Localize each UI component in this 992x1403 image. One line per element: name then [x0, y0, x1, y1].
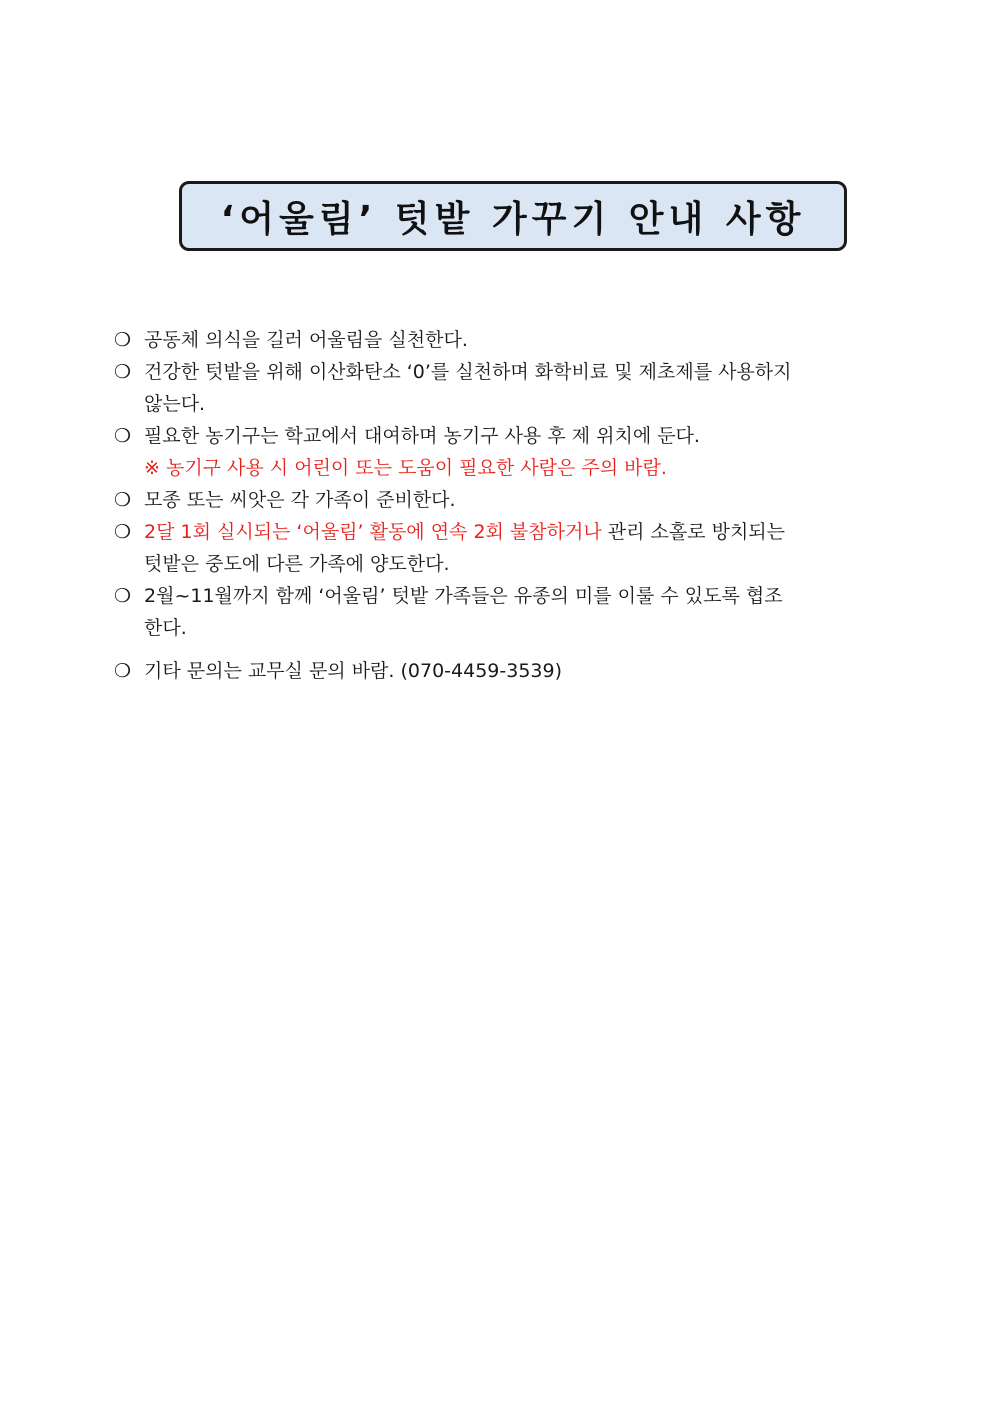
list-item — [114, 655, 864, 687]
circle-bullet-icon: ❍ — [114, 425, 132, 447]
item-text: 2월~11월까지 함께 ‘어울림’ 텃밭 가족들은 유종의 미를 이룰 수 있도록 협조 — [144, 585, 783, 607]
item-text-continued: 않는다. — [144, 393, 206, 415]
page-title: ‘어울림’ 텃밭 가꾸기 안내 사항 — [220, 198, 806, 240]
list-item — [114, 420, 864, 484]
list-item — [114, 324, 864, 356]
item-text: 공동체 의식을 길러 어울림을 실천한다. — [144, 329, 468, 351]
list-item — [114, 516, 864, 580]
caution-note: ※ 농기구 사용 시 어린이 또는 도움이 필요한 사람은 주의 바람. — [144, 457, 667, 479]
circle-bullet-icon: ❍ — [114, 660, 132, 682]
item-text-rest: 관리 소홀로 방치되는 — [601, 521, 786, 543]
item-text-contact: 기타 문의는 교무실 문의 바람. (070-4459-3539) — [144, 660, 562, 682]
item-text: 필요한 농기구는 학교에서 대여하며 농기구 사용 후 제 위치에 둔다. — [144, 425, 700, 447]
item-text-highlight: 2달 1회 실시되는 ‘어울림’ 활동에 연속 2회 불참하거나 — [144, 521, 602, 543]
notice-list — [114, 324, 864, 687]
circle-bullet-icon: ❍ — [114, 521, 132, 543]
list-item — [114, 484, 864, 516]
item-text — [144, 516, 864, 548]
circle-bullet-icon: ❍ — [114, 361, 132, 383]
item-text-continued: 한다. — [144, 617, 187, 639]
list-item — [114, 580, 864, 644]
item-text: 모종 또는 씨앗은 각 가족이 준비한다. — [144, 489, 456, 511]
item-text: 건강한 텃밭을 위해 이산화탄소 ‘0’를 실천하며 화학비료 및 제초제를 사용하지 — [144, 361, 792, 383]
item-text-continued: 텃밭은 중도에 다른 가족에 양도한다. — [144, 553, 450, 575]
circle-bullet-icon: ❍ — [114, 329, 132, 351]
list-item — [114, 356, 864, 420]
circle-bullet-icon: ❍ — [114, 489, 132, 511]
title-box — [179, 181, 847, 251]
circle-bullet-icon: ❍ — [114, 585, 132, 607]
